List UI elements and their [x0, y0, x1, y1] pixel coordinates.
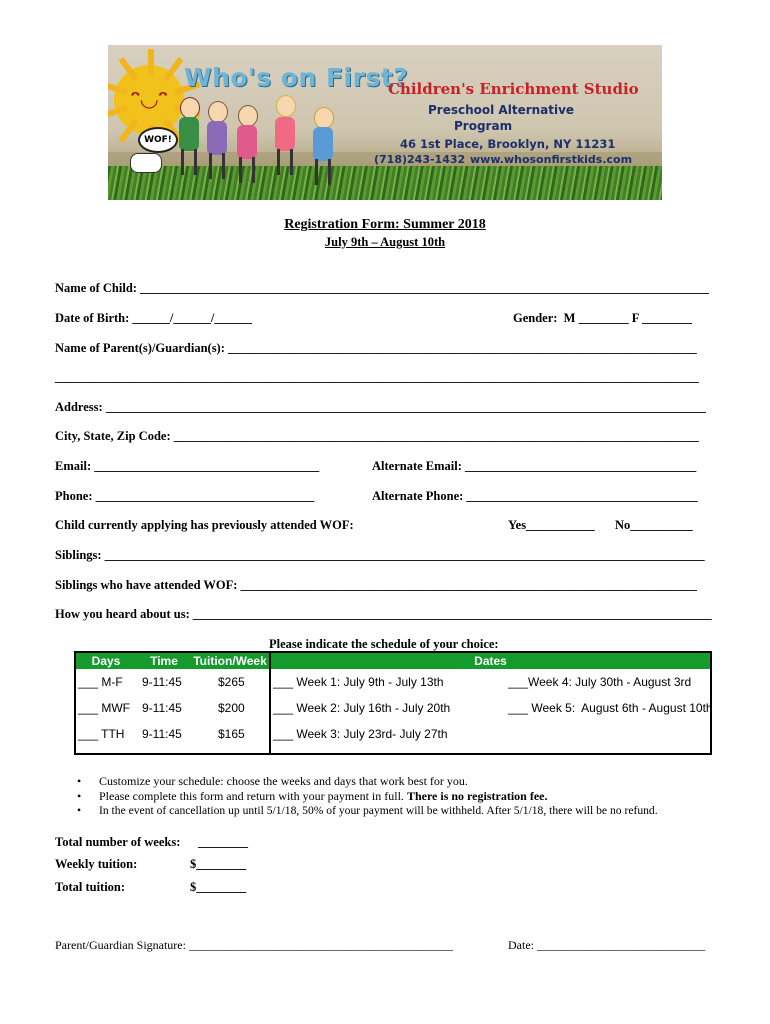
signature-field[interactable]: Parent/Guardian Signature: ____________________________________________: [55, 938, 453, 952]
program-line-1: Preschool Alternative: [428, 103, 575, 117]
previously-attended-label: Child currently applying has previously attended WOF:: [55, 518, 354, 532]
signature-date-field[interactable]: Date: ____________________________: [508, 938, 705, 952]
week-2-option[interactable]: ___ Week 2: July 16th - July 20th: [273, 701, 451, 715]
email-field[interactable]: Email: ____________________________________: [55, 459, 320, 473]
header-time: Time: [150, 654, 178, 668]
schedule-days-mwf[interactable]: ___ MWF: [78, 701, 131, 715]
schedule-days-mf[interactable]: ___ M-F: [78, 675, 123, 689]
sun-ray: [148, 49, 154, 75]
header-dates: Dates: [474, 654, 507, 668]
dog-icon: [130, 153, 162, 173]
city-state-zip-field[interactable]: City, State, Zip Code: ____________________________________________________________________________________: [55, 429, 699, 443]
form-dates: July 9th – August 10th: [324, 235, 446, 249]
note-cancellation: In the event of cancellation up until 5/1/18, 50% of your payment will be withheld. After 5/1/18, there will be no refund.: [99, 804, 658, 817]
schedule-tuition: $265: [218, 675, 245, 689]
total-tuition-label: Total tuition:: [55, 880, 126, 894]
parent-name-field[interactable]: Name of Parent(s)/Guardian(s): ___________________________________________________________________________: [55, 341, 697, 355]
note-customize: Customize your schedule: choose the weeks and days that work best for you.: [99, 774, 468, 788]
total-weeks-input[interactable]: ________: [198, 835, 248, 849]
schedule-time: 9-11:45: [142, 675, 182, 689]
schedule-table: [74, 651, 712, 755]
note-payment: Please complete this form and return with your payment in full.: [99, 789, 407, 803]
alternate-phone-field[interactable]: Alternate Phone: _____________________________________: [372, 489, 698, 503]
form-title: Registration Form: Summer 2018: [284, 217, 486, 232]
program-line-2: Program: [454, 119, 513, 133]
banner-website: www.whosonfirstkids.com: [470, 153, 633, 166]
schedule-prompt: Please indicate the schedule of your choice:: [269, 637, 499, 651]
sun-ray: [108, 105, 128, 119]
dog-speech-bubble: WOF!: [138, 127, 178, 153]
weekly-tuition-label: Weekly tuition:: [55, 857, 138, 871]
week-4-option[interactable]: ___Week 4: July 30th - August 3rd: [508, 675, 692, 689]
header-days: Days: [91, 654, 121, 668]
note-item: • In the event of cancellation up until 5/1/18, 50% of your payment will be withheld. After 5/1/18, there will be no refund.: [77, 804, 658, 817]
schedule-header-row: [76, 653, 710, 669]
header-tuition: Tuition/Week: [193, 654, 267, 668]
previously-attended-no[interactable]: No__________: [615, 518, 693, 532]
previously-attended-yes[interactable]: Yes___________: [508, 518, 595, 532]
week-1-option[interactable]: ___ Week 1: July 9th - July 13th: [273, 675, 444, 689]
schedule-time: 9-11:45: [142, 701, 182, 715]
schedule-tuition: $165: [218, 727, 245, 741]
phone-field[interactable]: Phone: ___________________________________: [55, 489, 315, 503]
address-field[interactable]: Address: ________________________________________________________________________________________________: [55, 400, 706, 414]
siblings-attended-field[interactable]: Siblings who have attended WOF: _________________________________________________________________________: [55, 578, 697, 592]
alternate-email-field[interactable]: Alternate Email: _____________________________________: [372, 459, 697, 473]
sun-ray: [163, 57, 183, 82]
sun-icon: ᵔ◡ᵔ: [114, 65, 184, 135]
logo-title: Who's on First?: [184, 63, 409, 92]
heard-about-field[interactable]: How you heard about us: ___________________________________________________________________________________: [55, 607, 712, 621]
schedule-days-tth[interactable]: ___ TTH: [78, 727, 125, 741]
note-item: • Customize your schedule: choose the weeks and days that work best for you.: [77, 774, 468, 788]
parent-name-line-2[interactable]: _______________________________________________________________________________________________________: [55, 370, 699, 384]
child-name-field[interactable]: Name of Child: ___________________________________________________________________________________________: [55, 281, 709, 295]
column-divider: [269, 653, 271, 753]
week-5-option[interactable]: ___ Week 5: August 6th - August 10th: [508, 701, 713, 715]
dob-field[interactable]: Date of Birth: ______/______/______: [55, 311, 252, 325]
sun-ray: [119, 118, 139, 143]
gender-field[interactable]: Gender: M ________ F ________: [513, 311, 693, 325]
note-item: • Please complete this form and return with your payment in full. There is no registration fee.: [77, 789, 548, 803]
schedule-time: 9-11:45: [142, 727, 182, 741]
week-3-option[interactable]: ___ Week 3: July 23rd- July 27th: [273, 727, 448, 741]
sun-ray: [108, 81, 128, 95]
sun-ray: [119, 57, 139, 82]
schedule-tuition: $200: [218, 701, 245, 715]
banner-phone: (718)243-1432: [374, 153, 466, 166]
total-tuition-input[interactable]: $________: [190, 880, 247, 894]
banner-address: 46 1st Place, Brooklyn, NY 11231: [400, 137, 616, 151]
total-weeks-label: Total number of weeks:: [55, 835, 181, 849]
weekly-tuition-input[interactable]: $________: [190, 857, 247, 871]
studio-name: Children's Enrichment Studio: [388, 80, 639, 98]
notes-list: [77, 774, 739, 819]
header-banner: [108, 45, 662, 200]
note-no-fee: There is no registration fee.: [406, 789, 548, 803]
siblings-field[interactable]: Siblings: ________________________________________________________________________________________________: [55, 548, 705, 562]
